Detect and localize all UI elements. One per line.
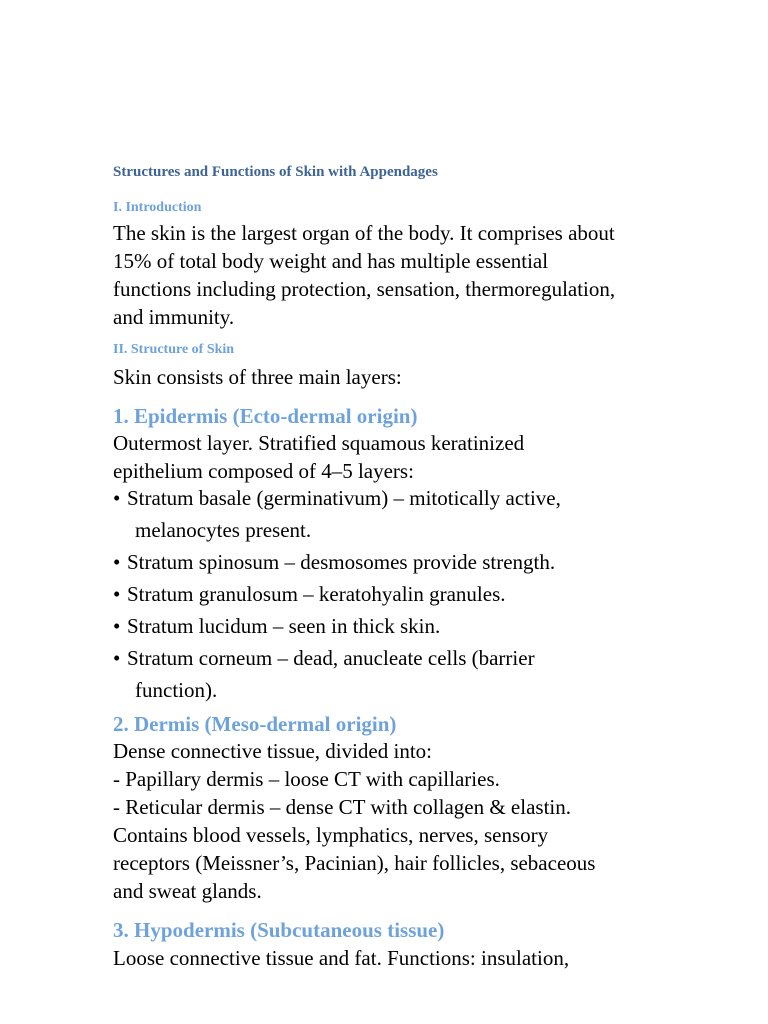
list-item xyxy=(113,482,688,546)
paragraph-line: Contains blood vessels, lymphatics, nerves, sensory xyxy=(113,823,549,847)
dermis-paragraph xyxy=(113,737,683,905)
epidermis-layer-list xyxy=(113,482,688,706)
epidermis-paragraph xyxy=(113,429,683,485)
list-item-text: Stratum corneum – dead, anucleate cells (barrier xyxy=(127,646,535,670)
paragraph-line: - Reticular dermis – dense CT with collagen & elastin. xyxy=(113,795,572,819)
list-item-text: Stratum lucidum – seen in thick skin. xyxy=(127,614,441,638)
bullet-icon: • xyxy=(113,582,121,606)
paragraph-line: epithelium composed of 4–5 layers: xyxy=(113,459,414,483)
bullet-icon: • xyxy=(113,550,121,574)
bullet-icon: • xyxy=(113,646,121,670)
list-item-text: Stratum granulosum – keratohyalin granules. xyxy=(127,582,506,606)
list-item xyxy=(113,546,688,578)
paragraph-line: 15% of total body weight and has multiple essential xyxy=(113,249,549,273)
paragraph-line: Dense connective tissue, divided into: xyxy=(113,739,433,763)
paragraph-line: and immunity. xyxy=(113,305,235,329)
paragraph-line: Skin consists of three main layers: xyxy=(113,365,402,389)
paragraph-line: functions including protection, sensation, thermoregulation, xyxy=(113,277,616,301)
list-item xyxy=(113,578,688,610)
paragraph-line: and sweat glands. xyxy=(113,879,262,903)
structure-intro xyxy=(113,363,683,391)
list-item-continuation: function). xyxy=(135,678,218,702)
list-item xyxy=(113,642,688,706)
subheading-hypodermis: 3. Hypodermis (Subcutaneous tissue) xyxy=(113,918,445,942)
paragraph-line: Outermost layer. Stratified squamous keratinized xyxy=(113,431,525,455)
paragraph-line: - Papillary dermis – loose CT with capillaries. xyxy=(113,767,500,791)
section-heading-structure: II. Structure of Skin xyxy=(113,342,235,357)
paragraph-line: The skin is the largest organ of the body. It comprises about xyxy=(113,221,615,245)
introduction-paragraph xyxy=(113,219,683,331)
bullet-icon: • xyxy=(113,486,121,510)
list-item-continuation: melanocytes present. xyxy=(135,518,312,542)
list-item xyxy=(113,610,688,642)
document-page xyxy=(113,0,693,1024)
subheading-epidermis: 1. Epidermis (Ecto-dermal origin) xyxy=(113,404,418,428)
hypodermis-paragraph xyxy=(113,944,683,972)
document-title: Structures and Functions of Skin with Appendages xyxy=(113,164,438,180)
paragraph-line: Loose connective tissue and fat. Functions: insulation, xyxy=(113,946,570,970)
section-heading-introduction: I. Introduction xyxy=(113,200,202,215)
subheading-dermis: 2. Dermis (Meso-dermal origin) xyxy=(113,712,397,736)
bullet-icon: • xyxy=(113,614,121,638)
list-item-text: Stratum basale (germinativum) – mitotically active, xyxy=(127,486,561,510)
paragraph-line: receptors (Meissner’s, Pacinian), hair follicles, sebaceous xyxy=(113,851,596,875)
list-item-text: Stratum spinosum – desmosomes provide strength. xyxy=(127,550,556,574)
